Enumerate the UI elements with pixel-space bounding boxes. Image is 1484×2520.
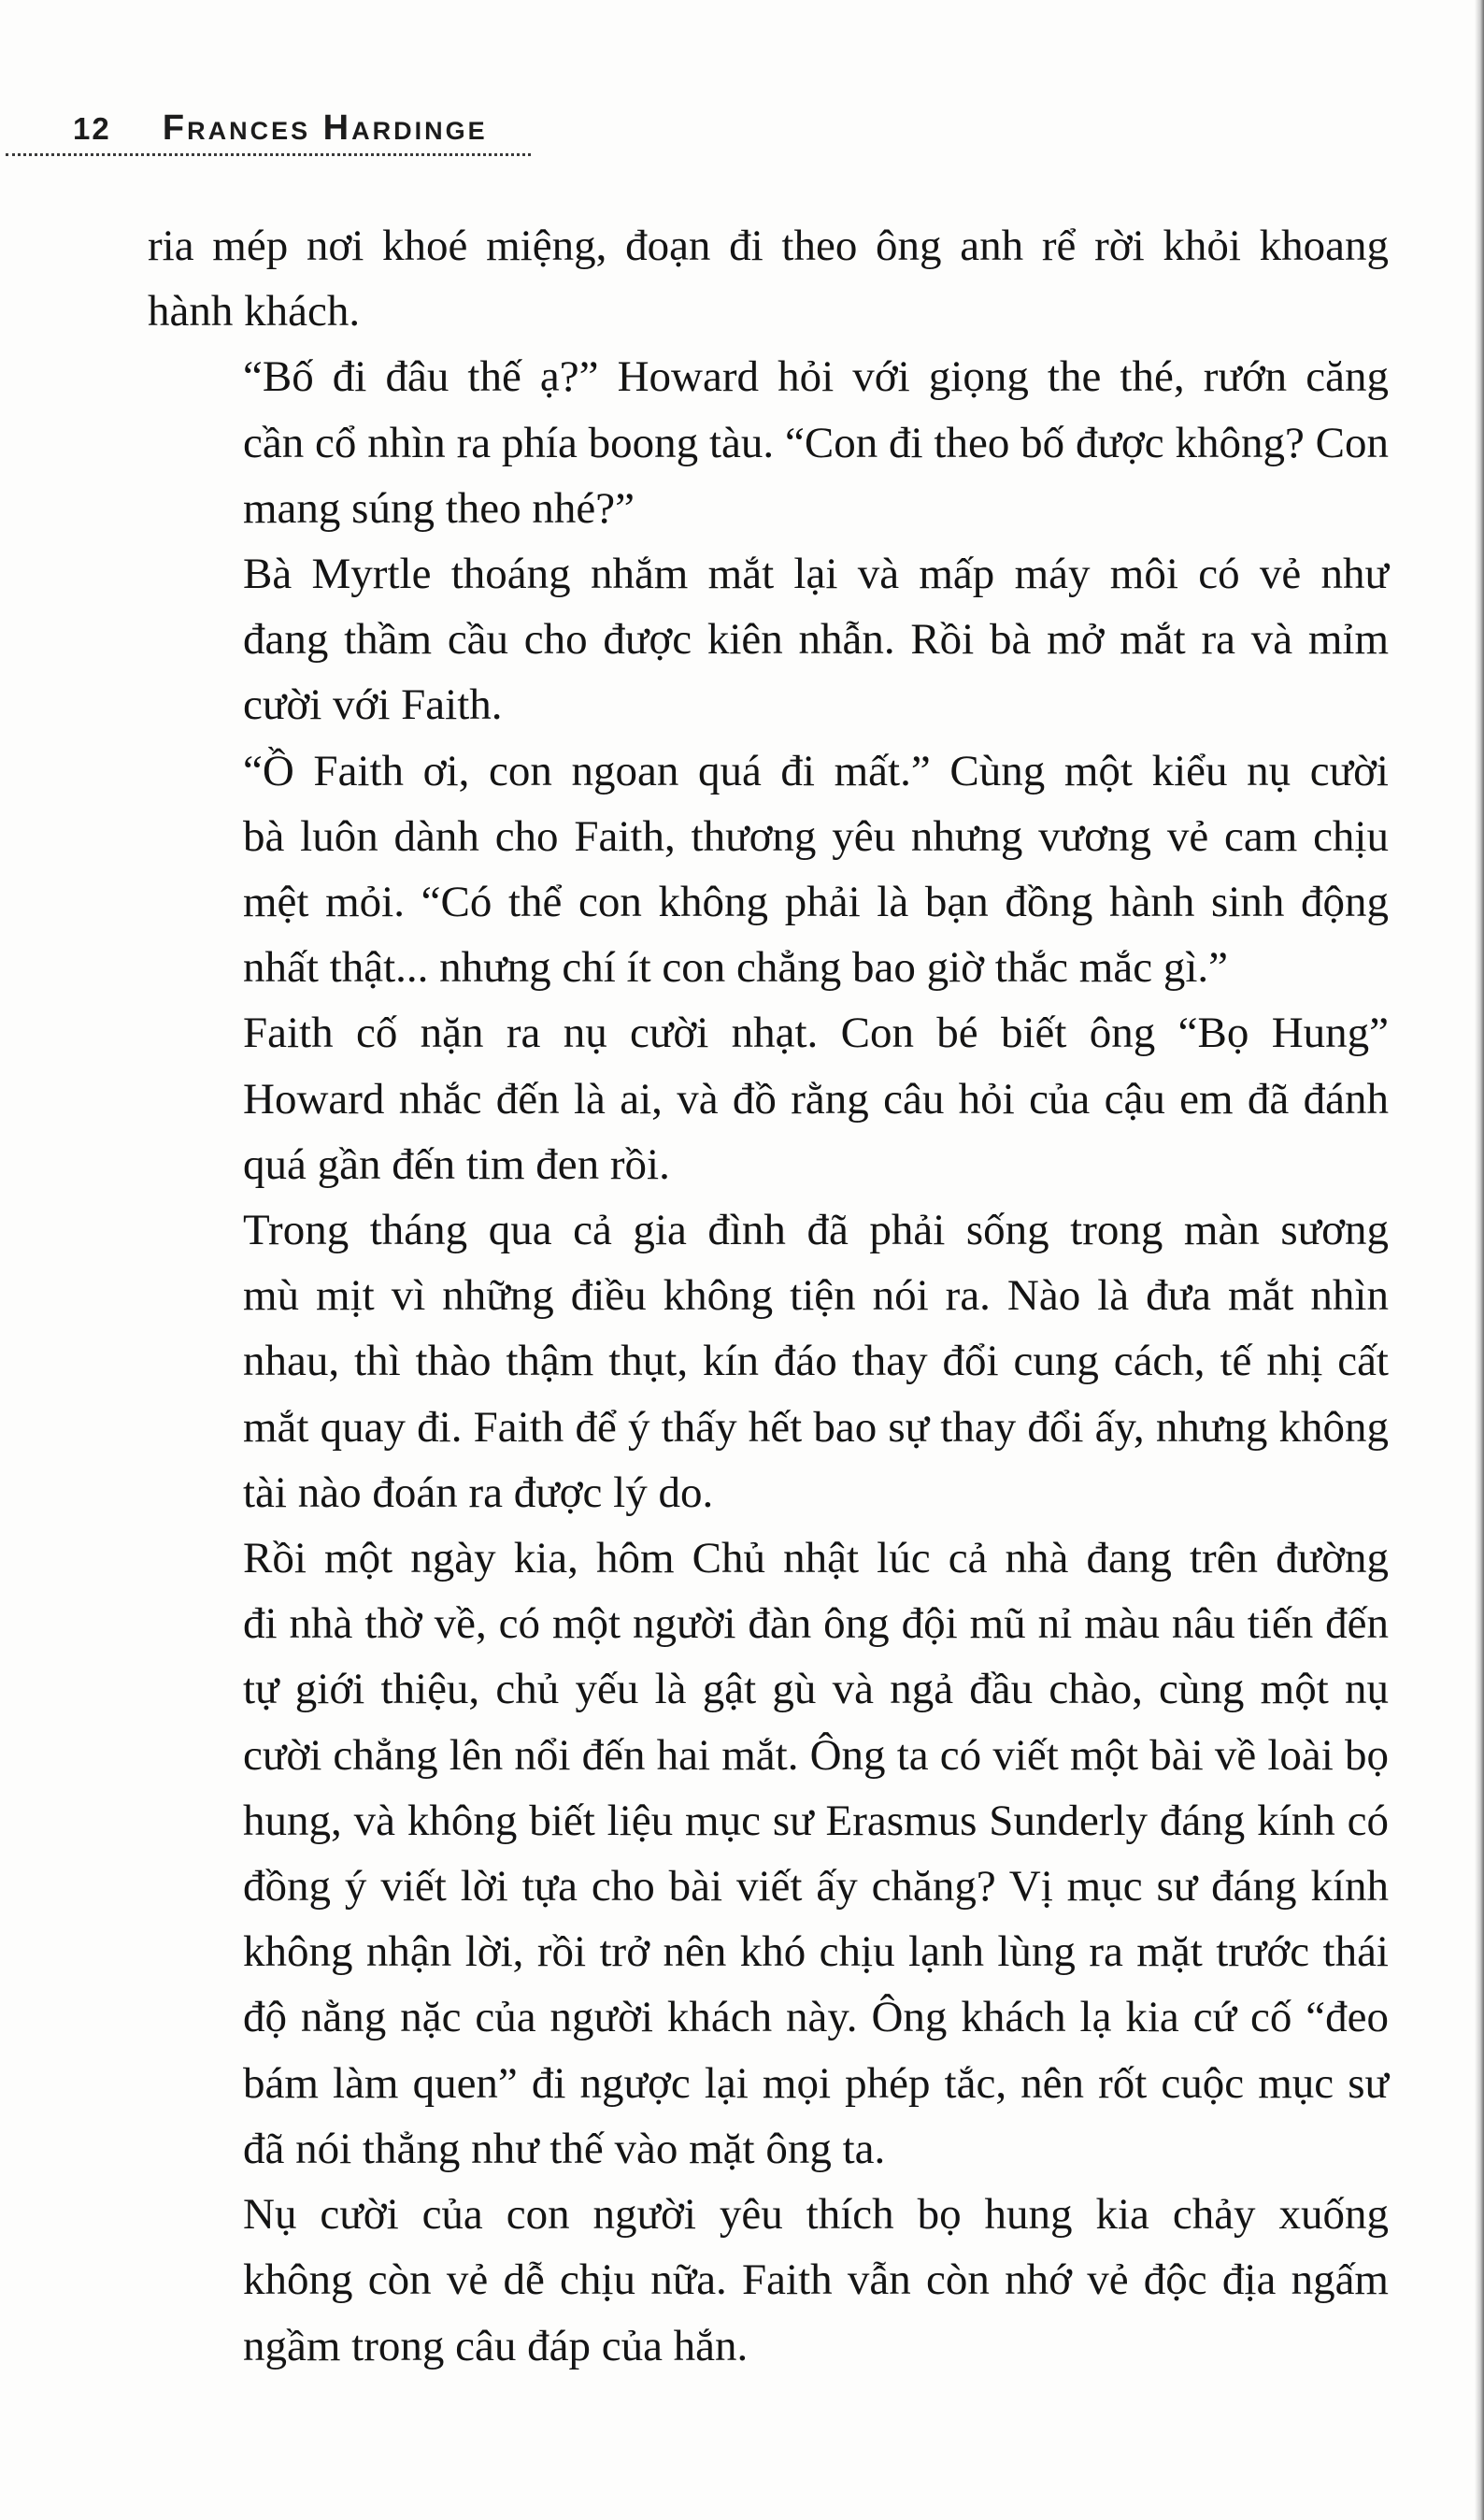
text-line: quá gần đến tim đen rồi.: [243, 1139, 670, 1189]
text-line: tự giới thiệu, chủ yếu là gật gù và ngả đầu chào, cùng một nụ: [243, 1665, 1389, 1714]
text-line: Rồi một ngày kia, hôm Chủ nhật lúc cả nhà đang trên đường: [243, 1534, 1389, 1583]
paragraph: [148, 2182, 1389, 2379]
text-line: cười chẳng lên nổi đến hai mắt. Ông ta có viết một bài về loài bọ: [243, 1730, 1389, 1780]
text-line: hành khách.: [148, 287, 361, 336]
paragraph: [148, 1000, 1389, 1197]
page-number: 12: [73, 111, 111, 146]
page-edge-shadow: [1475, 0, 1484, 2520]
text-line: cười với Faith.: [243, 680, 503, 730]
text-line: bà luôn dành cho Faith, thương yêu nhưng vương vẻ cam chịu: [243, 811, 1389, 861]
running-head: [73, 108, 488, 149]
text-line: hung, và không biết liệu mục sư Erasmus Sunderly đáng kính có: [243, 1796, 1389, 1845]
paragraph: [148, 541, 1389, 738]
text-line: bám làm quen” đi ngược lại mọi phép tắc, nên rốt cuộc mục sư: [243, 2058, 1389, 2108]
header-dotted-rule: [6, 153, 531, 156]
text-line: Trong tháng qua cả gia đình đã phải sống trong màn sương: [243, 1206, 1389, 1255]
text-line: tài nào đoán ra được lý do.: [243, 1468, 714, 1517]
text-line: Nụ cười của con người yêu thích bọ hung kia chảy xuống: [243, 2190, 1389, 2240]
author-name: Frances Hardinge: [162, 108, 488, 148]
text-line: mắt quay đi. Faith để ý thấy hết bao sự thay đổi ấy, nhưng không: [243, 1402, 1389, 1452]
paragraph: [148, 213, 1389, 344]
text-line: ngầm trong câu đáp của hắn.: [243, 2321, 749, 2370]
text-line: cần cổ nhìn ra phía boong tàu. “Con đi theo bố được không? Con: [243, 418, 1389, 467]
body-text: [148, 213, 1389, 2379]
text-line: mệt mỏi. “Có thể con không phải là bạn đồng hành sinh động: [243, 878, 1389, 927]
text-line: không còn vẻ dễ chịu nữa. Faith vẫn còn nhớ vẻ độc địa ngấm: [243, 2255, 1389, 2305]
text-line: đang thầm cầu cho được kiên nhẫn. Rồi bà mở mắt ra và mỉm: [243, 615, 1389, 665]
text-line: không nhận lời, rồi trở nên khó chịu lạnh lùng ra mặt trước thái: [243, 1927, 1389, 1977]
text-line: mang súng theo nhé?”: [243, 483, 635, 533]
text-line: nhất thật... nhưng chí ít con chẳng bao giờ thắc mắc gì.”: [243, 943, 1228, 993]
text-line: đồng ý viết lời tựa cho bài viết ấy chăng? Vị mục sư đáng kính: [243, 1862, 1389, 1911]
text-line: Faith cố nặn ra nụ cười nhạt. Con bé biết ông “Bọ Hung”: [243, 1009, 1389, 1058]
text-line: độ nằng nặc của người khách này. Ông khách lạ kia cứ cố “đeo: [243, 1993, 1389, 2042]
text-line: ria mép nơi khoé miệng, đoạn đi theo ông anh rể rời khỏi khoang: [148, 222, 1389, 270]
paragraph: [148, 1197, 1389, 1525]
text-line: “Bố đi đâu thế ạ?” Howard hỏi với giọng the thé, rướn căng: [243, 352, 1389, 402]
text-line: đã nói thẳng như thế vào mặt ông ta.: [243, 2124, 886, 2173]
text-line: Bà Myrtle thoáng nhắm mắt lại và mấp máy môi có vẻ như: [243, 550, 1389, 599]
paragraph: [148, 738, 1389, 1001]
text-line: đi nhà thờ về, có một người đàn ông đội mũ nỉ màu nâu tiến đến: [243, 1599, 1389, 1649]
paragraph: [148, 344, 1389, 541]
text-line: Howard nhắc đến là ai, và đồ rằng câu hỏi của cậu em đã đánh: [243, 1074, 1389, 1124]
text-line: mù mịt vì những điều không tiện nói ra. Nào là đưa mắt nhìn: [243, 1271, 1389, 1321]
text-line: “Ồ Faith ơi, con ngoan quá đi mất.” Cùng một kiểu nụ cười: [243, 746, 1389, 795]
paragraph: [148, 1525, 1389, 2182]
text-line: nhau, thì thào thậm thụt, kín đáo thay đổi cung cách, tế nhị cất: [243, 1337, 1389, 1386]
